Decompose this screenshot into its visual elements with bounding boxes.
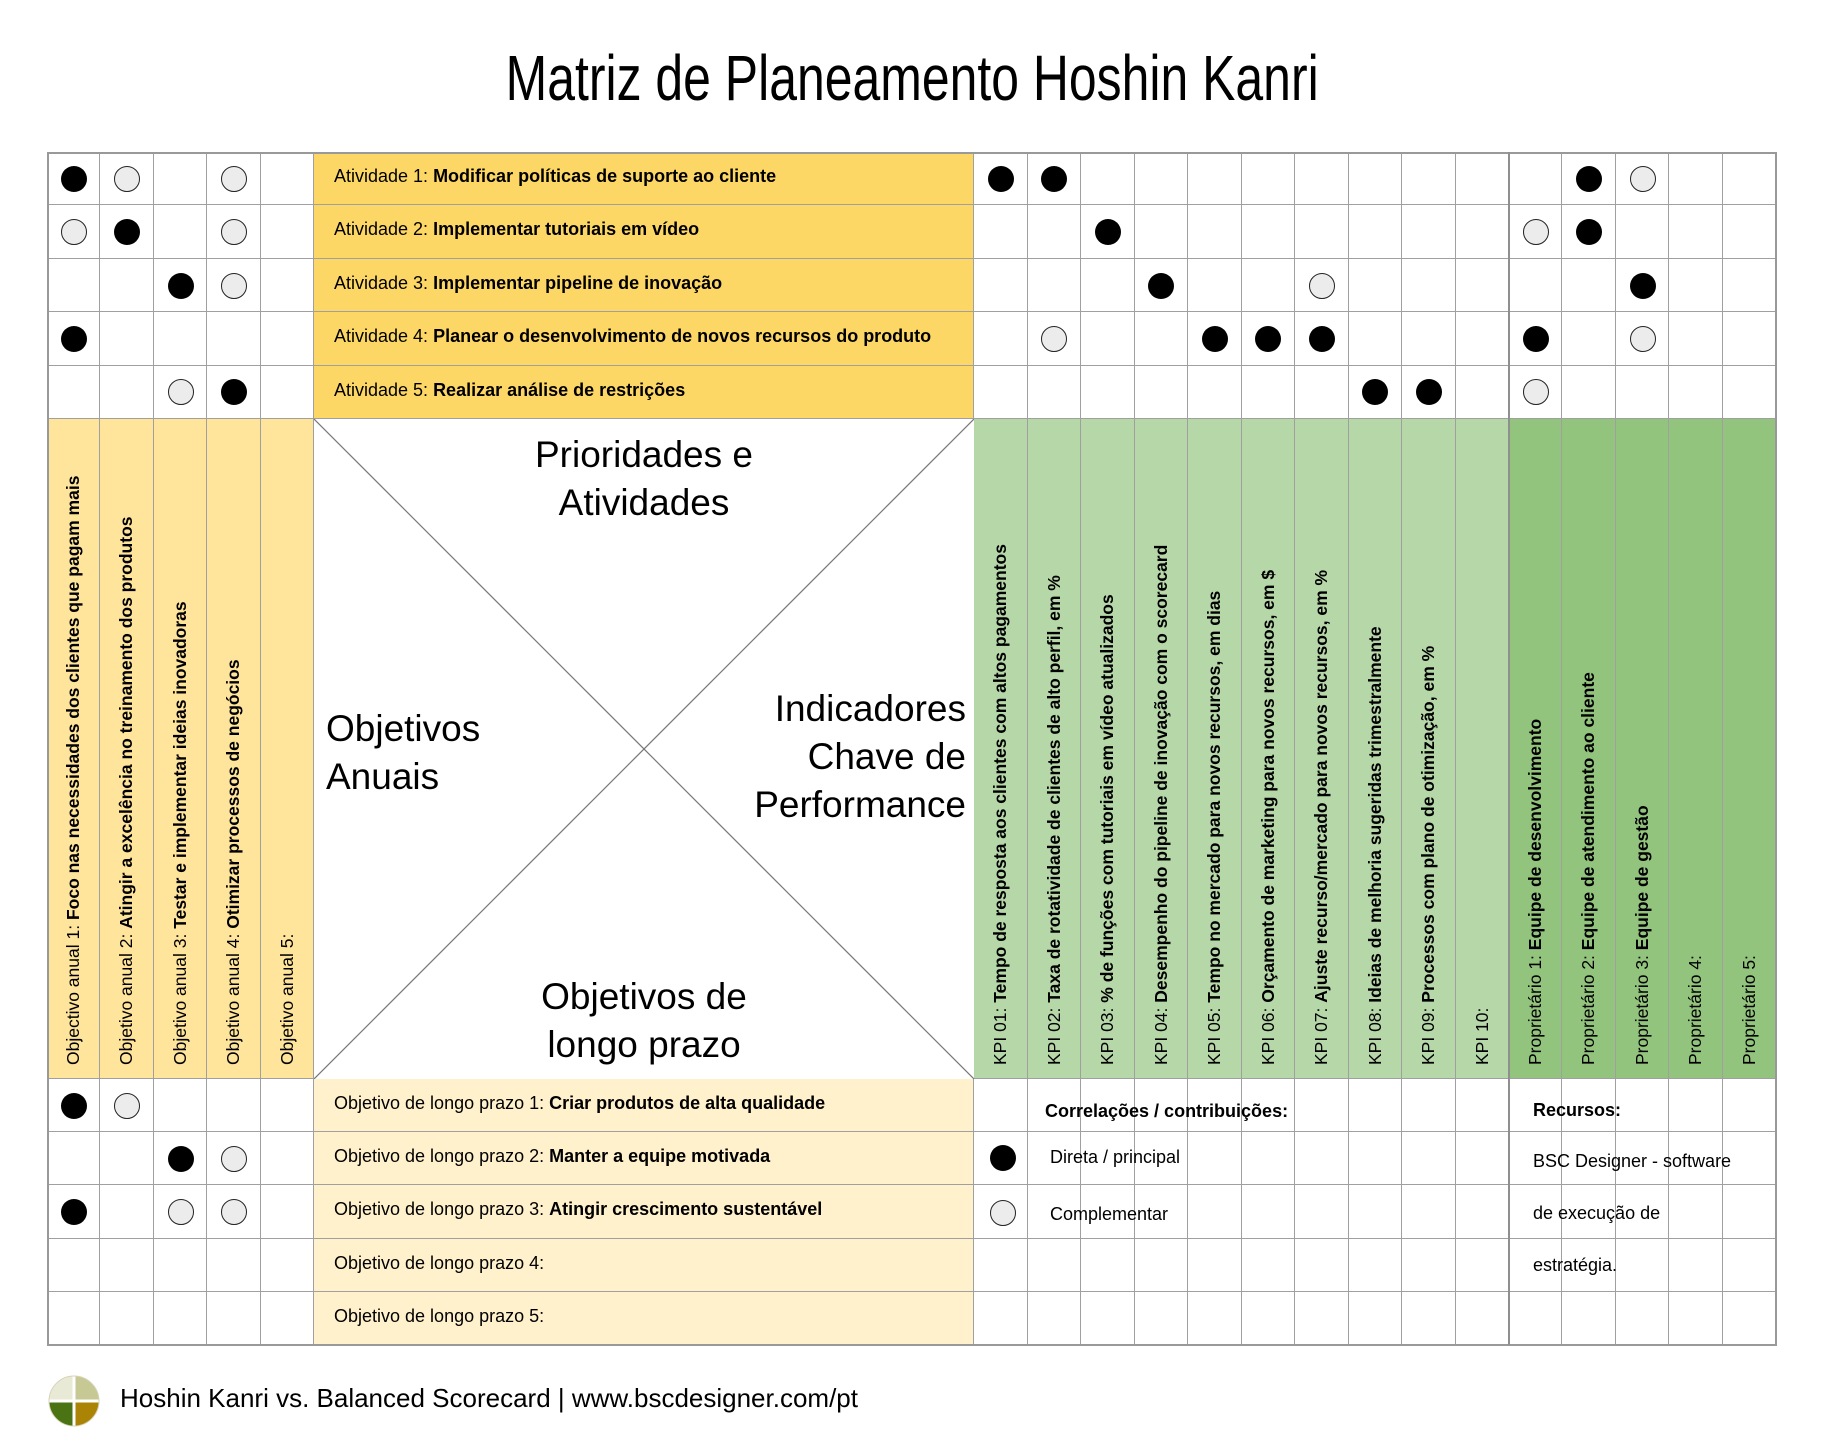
activity-owner-cell — [1562, 259, 1615, 312]
activity-4-kpi-2-complementary-dot-icon — [1041, 326, 1067, 352]
label-text: Orçamento de marketing para novos recursos, em $ — [1257, 569, 1278, 1003]
longterm-kpi-cell — [1135, 1292, 1189, 1345]
longterm-kpi-cell — [1135, 1239, 1189, 1292]
longterm-owner-cell — [1669, 1079, 1722, 1132]
activity-kpi-cell — [1456, 366, 1510, 419]
activity-kpi-cell — [1028, 259, 1082, 312]
activity-kpi-cell — [1242, 152, 1296, 205]
label-text: Implementar pipeline de inovação — [433, 272, 723, 293]
longterm-annual-cell — [47, 1292, 100, 1345]
label-prefix: Proprietário 3: — [1631, 950, 1652, 1065]
label-prefix: Objetivo de longo prazo 3: — [334, 1199, 550, 1220]
activity-kpi-cell — [1349, 205, 1403, 258]
activity-owner-cell — [1723, 259, 1776, 312]
longterm-kpi-cell — [1242, 1292, 1296, 1345]
longterm-kpi-cell — [1402, 1239, 1456, 1292]
longterm-owner-cell — [1669, 1292, 1722, 1345]
quadrant-left-line-2: Anuais — [326, 756, 440, 797]
activity-annual-cell — [154, 205, 207, 258]
owner-label — [1685, 955, 1705, 1065]
label-prefix: KPI 08: — [1364, 1002, 1385, 1065]
longterm-kpi-cell — [1028, 1292, 1082, 1345]
kpi-column — [1456, 419, 1510, 1079]
longterm-annual-cell — [47, 1239, 100, 1292]
activity-owner-cell — [1616, 205, 1669, 258]
activity-kpi-cell — [1349, 312, 1403, 365]
quadrant-right-label — [754, 685, 966, 829]
label-prefix: Objetivo anual 5: — [276, 933, 297, 1065]
activity-4-kpi-7-direct-dot-icon — [1309, 326, 1335, 352]
activity-annual-cell — [261, 259, 314, 312]
longterm-kpi-cell — [1295, 1292, 1349, 1345]
activity-kpi-cell — [1402, 312, 1456, 365]
activity-kpi-cell — [1081, 259, 1135, 312]
activity-kpi-cell — [1135, 152, 1189, 205]
annual-objective-label — [223, 659, 243, 1065]
longterm-annual-cell — [261, 1185, 314, 1238]
kpi-label — [1097, 594, 1117, 1065]
legend-title: Correlações / contribuições: — [1045, 1101, 1289, 1121]
longterm-1-annual-1-direct-dot-icon — [61, 1093, 87, 1119]
activity-5-kpi-9-direct-dot-icon — [1416, 379, 1442, 405]
activity-kpi-cell — [974, 205, 1028, 258]
longterm-kpi-cell — [1295, 1185, 1349, 1238]
activity-5-annual-3-complementary-dot-icon — [168, 379, 194, 405]
activity-owner-cell — [1509, 259, 1562, 312]
label-prefix: KPI 07: — [1311, 1002, 1331, 1065]
owner-section-divider — [1508, 152, 1510, 1345]
label-text: Tempo de resposta aos clientes com altos pagamentos — [990, 544, 1010, 1003]
activity-kpi-cell — [1349, 152, 1403, 205]
page-title-text: Matriz de Planeamento Hoshin Kanri — [505, 42, 1319, 114]
label-text: Equipe de atendimento ao cliente — [1578, 672, 1599, 951]
quadrant-left-label — [326, 705, 480, 801]
longterm-owner-cell — [1616, 1079, 1669, 1132]
label-text: Planear o desenvolvimento de novos recursos do produto — [433, 326, 932, 347]
activity-1-annual-2-complementary-dot-icon — [114, 166, 140, 192]
activity-annual-cell — [261, 205, 314, 258]
quadrant-top-line-2: Atividades — [558, 482, 730, 523]
longterm-kpi-cell — [1402, 1079, 1456, 1132]
longterm-annual-cell — [261, 1239, 314, 1292]
activity-kpi-cell — [1295, 152, 1349, 205]
label-prefix: Objetivo de longo prazo 5: — [334, 1305, 545, 1326]
activity-kpi-cell — [1135, 366, 1189, 419]
activity-owner-cell — [1669, 152, 1722, 205]
activity-label — [334, 380, 685, 400]
longterm-owner-cell — [1562, 1292, 1615, 1345]
annual-objective-label — [116, 517, 136, 1066]
activity-annual-cell — [207, 312, 260, 365]
activity-owner-cell — [1723, 152, 1776, 205]
activity-5-owner-1-complementary-dot-icon — [1523, 379, 1549, 405]
activity-kpi-cell — [1028, 366, 1082, 419]
activity-4-owner-1-direct-dot-icon — [1523, 326, 1549, 352]
activity-2-annual-4-complementary-dot-icon — [221, 219, 247, 245]
activity-kpi-cell — [1081, 366, 1135, 419]
activity-3-annual-4-complementary-dot-icon — [221, 273, 247, 299]
label-prefix: Proprietário 2: — [1578, 950, 1599, 1065]
activity-kpi-cell — [1456, 312, 1510, 365]
resources-line-1: BSC Designer - software — [1533, 1151, 1732, 1171]
activity-3-kpi-7-complementary-dot-icon — [1309, 273, 1335, 299]
annual-objective-label — [277, 934, 297, 1065]
activity-2-annual-2-direct-dot-icon — [114, 219, 140, 245]
longterm-2-annual-3-direct-dot-icon — [168, 1146, 194, 1172]
longterm-kpi-cell — [974, 1292, 1028, 1345]
longterm-kpi-cell — [1349, 1185, 1403, 1238]
label-prefix: Objetivo de longo prazo 1: — [334, 1093, 550, 1113]
activity-4-owner-3-complementary-dot-icon — [1630, 326, 1656, 352]
label-text: Equipe de gestão — [1631, 805, 1652, 951]
label-prefix: Proprietário 1: — [1525, 950, 1545, 1065]
activity-kpi-cell — [1028, 205, 1082, 258]
annual-objective-label — [170, 601, 190, 1065]
longterm-annual-cell — [154, 1239, 207, 1292]
longterm-kpi-cell — [1188, 1185, 1242, 1238]
longterm-annual-cell — [261, 1132, 314, 1185]
label-text: Tempo no mercado para novos recursos, em dias — [1204, 590, 1224, 1003]
longterm-kpi-cell — [1295, 1239, 1349, 1292]
activity-kpi-cell — [1456, 259, 1510, 312]
footer-text: Hoshin Kanri vs. Balanced Scorecard | www.bscdesigner.com/pt — [120, 1383, 858, 1413]
activity-annual-cell — [100, 312, 153, 365]
longterm-kpi-cell — [1456, 1239, 1510, 1292]
label-text: Processos com plano de otimização, em % — [1418, 645, 1438, 1003]
activity-annual-cell — [100, 366, 153, 419]
label-text: Ajuste recurso/mercado para novos recursos, em % — [1311, 569, 1331, 1003]
activity-owner-cell — [1723, 312, 1776, 365]
longterm-annual-cell — [100, 1239, 153, 1292]
activity-kpi-cell — [1081, 312, 1135, 365]
label-text: Desempenho do pipeline de inovação com o scorecard — [1150, 544, 1171, 1003]
label-prefix: Atividade 4: — [334, 326, 434, 347]
activity-3-kpi-4-direct-dot-icon — [1148, 273, 1174, 299]
longterm-kpi-cell — [1081, 1239, 1135, 1292]
longterm-annual-cell — [261, 1292, 314, 1345]
label-prefix: Objetivo anual 4: — [223, 928, 244, 1065]
label-prefix: KPI 05: — [1204, 1002, 1224, 1065]
longterm-kpi-cell — [1456, 1079, 1510, 1132]
longterm-kpi-cell — [974, 1239, 1028, 1292]
longterm-owner-cell — [1723, 1239, 1776, 1292]
activity-1-kpi-2-direct-dot-icon — [1041, 166, 1067, 192]
longterm-annual-cell — [207, 1292, 260, 1345]
longterm-kpi-cell — [1349, 1292, 1403, 1345]
activity-kpi-cell — [1456, 205, 1510, 258]
longterm-annual-cell — [207, 1239, 260, 1292]
longterm-kpi-cell — [1456, 1292, 1510, 1345]
quadrant-bottom-line-1: Objetivos de — [541, 976, 747, 1017]
kpi-label — [990, 544, 1010, 1065]
activity-label — [334, 219, 699, 239]
longterm-2-annual-4-complementary-dot-icon — [221, 1146, 247, 1172]
label-prefix: KPI 03: — [1097, 1002, 1117, 1065]
quadrant-top-label — [314, 431, 974, 527]
owner-label — [1632, 805, 1652, 1065]
activity-4-kpi-6-direct-dot-icon — [1255, 326, 1281, 352]
center-x-diagram — [314, 419, 974, 1079]
quadrant-top-line-1: Prioridades e — [534, 434, 753, 475]
activity-owner-cell — [1562, 312, 1615, 365]
activity-annual-cell — [47, 366, 100, 419]
longterm-owner-cell — [1723, 1079, 1776, 1132]
label-text: Realizar análise de restrições — [433, 379, 686, 400]
kpi-label — [1365, 626, 1385, 1065]
activity-annual-cell — [154, 312, 207, 365]
quadrant-bottom-label — [314, 973, 974, 1069]
owner-label — [1739, 955, 1759, 1065]
longterm-objective-label — [334, 1146, 770, 1166]
label-prefix: Atividade 2: — [334, 219, 434, 240]
activity-annual-cell — [261, 366, 314, 419]
activity-owner-cell — [1723, 205, 1776, 258]
label-text: Foco nas necessidades dos clientes que pagam mais — [63, 475, 83, 921]
label-prefix: KPI 10: — [1471, 1007, 1492, 1065]
bsc-designer-logo-icon — [48, 1375, 100, 1427]
activity-kpi-cell — [1188, 205, 1242, 258]
resources-line-3: estratégia. — [1533, 1255, 1618, 1275]
longterm-kpi-cell — [1402, 1185, 1456, 1238]
longterm-kpi-cell — [1081, 1292, 1135, 1345]
activity-2-owner-2-direct-dot-icon — [1576, 219, 1602, 245]
longterm-objective-label — [334, 1253, 544, 1273]
activity-kpi-cell — [1242, 366, 1296, 419]
legend-direct-label: Direta / principal — [1050, 1147, 1181, 1167]
activity-annual-cell — [261, 312, 314, 365]
longterm-3-annual-1-direct-dot-icon — [61, 1199, 87, 1225]
activity-kpi-cell — [1135, 205, 1189, 258]
activity-1-kpi-1-direct-dot-icon — [988, 166, 1014, 192]
label-prefix: KPI 09: — [1418, 1002, 1438, 1065]
longterm-kpi-cell — [1028, 1239, 1082, 1292]
longterm-owner-cell — [1669, 1185, 1722, 1238]
longterm-owner-cell — [1616, 1239, 1669, 1292]
kpi-label — [1418, 646, 1438, 1065]
activity-1-annual-1-direct-dot-icon — [61, 166, 87, 192]
activity-kpi-cell — [1456, 152, 1510, 205]
activity-kpi-cell — [1081, 152, 1135, 205]
longterm-objective-label — [334, 1306, 544, 1326]
owner-label — [1578, 672, 1598, 1065]
activity-kpi-cell — [1242, 205, 1296, 258]
label-prefix: Objetivo de longo prazo 4: — [334, 1252, 545, 1273]
label-text: Taxa de rotatividade de clientes de alto perfil, em % — [1043, 575, 1064, 1003]
longterm-annual-cell — [154, 1079, 207, 1132]
longterm-1-annual-2-complementary-dot-icon — [114, 1093, 140, 1119]
label-prefix: Proprietário 5: — [1738, 955, 1759, 1065]
activity-kpi-cell — [1188, 152, 1242, 205]
longterm-annual-cell — [100, 1185, 153, 1238]
longterm-owner-cell — [1723, 1185, 1776, 1238]
longterm-annual-cell — [207, 1079, 260, 1132]
activity-kpi-cell — [1402, 152, 1456, 205]
longterm-kpi-cell — [1402, 1292, 1456, 1345]
activity-owner-cell — [1669, 205, 1722, 258]
label-text: Ideias de melhoria sugeridas trimestralmente — [1364, 626, 1385, 1003]
legend-complementary-dot-icon — [990, 1200, 1016, 1226]
activity-kpi-cell — [1402, 205, 1456, 258]
activity-kpi-cell — [1135, 312, 1189, 365]
longterm-annual-cell — [154, 1292, 207, 1345]
label-prefix: Proprietário 4: — [1685, 955, 1706, 1065]
kpi-label — [1151, 545, 1171, 1065]
activity-label — [334, 326, 931, 346]
activity-5-annual-4-direct-dot-icon — [221, 379, 247, 405]
label-prefix: Atividade 3: — [334, 272, 434, 293]
label-text: Manter a equipe motivada — [549, 1146, 771, 1167]
activity-2-kpi-3-direct-dot-icon — [1095, 219, 1121, 245]
legend-complementary-label: Complementar — [1050, 1204, 1169, 1224]
activity-1-owner-2-direct-dot-icon — [1576, 166, 1602, 192]
quadrant-right-line-2: Chave de — [807, 736, 966, 777]
longterm-kpi-cell — [1242, 1185, 1296, 1238]
longterm-kpi-cell — [1242, 1239, 1296, 1292]
longterm-kpi-cell — [1295, 1132, 1349, 1185]
activity-annual-cell — [154, 152, 207, 205]
longterm-kpi-cell — [1456, 1185, 1510, 1238]
label-text: Atingir a excelência no treinamento dos produtos — [116, 516, 137, 929]
label-text: Otimizar processos de negócios — [223, 659, 244, 929]
longterm-objective-label — [334, 1199, 822, 1219]
quadrant-left-line-1: Objetivos — [326, 708, 481, 749]
label-text: Equipe de desenvolvimento — [1525, 718, 1545, 951]
label-prefix: Atividade 5: — [334, 379, 434, 400]
longterm-objective-label — [334, 1093, 825, 1113]
activity-3-owner-3-direct-dot-icon — [1630, 273, 1656, 299]
longterm-annual-cell — [100, 1132, 153, 1185]
label-prefix: Objetivo de longo prazo 2: — [334, 1146, 550, 1167]
label-prefix: Objetivo anual 3: — [169, 928, 190, 1065]
label-text: Implementar tutoriais em vídeo — [433, 219, 700, 240]
activity-kpi-cell — [1349, 259, 1403, 312]
resources-line-2: de execução de — [1533, 1203, 1661, 1223]
longterm-kpi-cell — [1456, 1132, 1510, 1185]
annual-objective-label — [63, 476, 83, 1065]
kpi-label — [1311, 570, 1331, 1065]
longterm-kpi-cell — [1349, 1239, 1403, 1292]
activity-2-owner-1-complementary-dot-icon — [1523, 219, 1549, 245]
activity-2-annual-1-complementary-dot-icon — [61, 219, 87, 245]
longterm-kpi-cell — [974, 1079, 1028, 1132]
longterm-kpi-cell — [1188, 1132, 1242, 1185]
longterm-kpi-cell — [1402, 1132, 1456, 1185]
label-text: % de funções com tutoriais em vídeo atualizados — [1097, 594, 1117, 1003]
activity-label — [334, 166, 776, 186]
activity-annual-cell — [47, 259, 100, 312]
activity-owner-cell — [1509, 152, 1562, 205]
longterm-kpi-cell — [1188, 1239, 1242, 1292]
label-text: Testar e implementar ideias inovadoras — [169, 601, 190, 929]
label-text: Modificar políticas de suporte ao cliente — [433, 166, 777, 186]
longterm-kpi-cell — [1295, 1079, 1349, 1132]
longterm-owner-cell — [1509, 1292, 1562, 1345]
activity-kpi-cell — [1188, 366, 1242, 419]
longterm-kpi-cell — [1349, 1132, 1403, 1185]
label-prefix: Objetivo anual 2: — [116, 928, 137, 1065]
longterm-annual-cell — [100, 1292, 153, 1345]
activity-owner-cell — [1723, 366, 1776, 419]
activity-kpi-cell — [974, 259, 1028, 312]
activity-1-owner-3-complementary-dot-icon — [1630, 166, 1656, 192]
longterm-3-annual-3-complementary-dot-icon — [168, 1199, 194, 1225]
longterm-kpi-cell — [1188, 1292, 1242, 1345]
activity-owner-cell — [1669, 312, 1722, 365]
label-prefix: KPI 06: — [1257, 1002, 1278, 1065]
activity-kpi-cell — [974, 312, 1028, 365]
longterm-kpi-cell — [1242, 1132, 1296, 1185]
activity-kpi-cell — [1188, 259, 1242, 312]
activity-4-annual-1-direct-dot-icon — [61, 326, 87, 352]
label-prefix: KPI 04: — [1150, 1002, 1171, 1065]
label-prefix: KPI 02: — [1043, 1002, 1064, 1065]
legend-direct-dot-icon — [990, 1145, 1016, 1171]
label-prefix: Objectivo anual 1: — [63, 920, 83, 1065]
label-prefix: Atividade 1: — [334, 166, 434, 186]
longterm-kpi-cell — [1349, 1079, 1403, 1132]
kpi-label — [1044, 575, 1064, 1065]
activity-kpi-cell — [1402, 259, 1456, 312]
quadrant-bottom-line-2: longo prazo — [547, 1024, 741, 1065]
activity-owner-cell — [1669, 259, 1722, 312]
longterm-annual-cell — [47, 1132, 100, 1185]
activity-owner-cell — [1562, 366, 1615, 419]
activity-annual-cell — [100, 259, 153, 312]
activity-annual-cell — [261, 152, 314, 205]
label-text: Criar produtos de alta qualidade — [549, 1093, 826, 1113]
activity-kpi-cell — [1242, 259, 1296, 312]
quadrant-right-line-3: Performance — [754, 784, 966, 825]
label-text: Atingir crescimento sustentável — [549, 1199, 823, 1220]
activity-1-annual-4-complementary-dot-icon — [221, 166, 247, 192]
activity-4-kpi-5-direct-dot-icon — [1202, 326, 1228, 352]
activity-kpi-cell — [974, 366, 1028, 419]
activity-kpi-cell — [1295, 366, 1349, 419]
longterm-owner-cell — [1669, 1239, 1722, 1292]
activity-kpi-cell — [1295, 205, 1349, 258]
label-prefix: KPI 01: — [990, 1002, 1010, 1065]
longterm-3-annual-4-complementary-dot-icon — [221, 1199, 247, 1225]
longterm-owner-cell — [1723, 1292, 1776, 1345]
activity-label — [334, 273, 722, 293]
activity-3-annual-3-direct-dot-icon — [168, 273, 194, 299]
owner-label — [1525, 719, 1545, 1065]
kpi-label — [1258, 570, 1278, 1065]
kpi-label — [1204, 591, 1224, 1065]
activity-owner-cell — [1669, 366, 1722, 419]
longterm-annual-cell — [261, 1079, 314, 1132]
resources-title: Recursos: — [1533, 1100, 1622, 1120]
longterm-owner-cell — [1616, 1292, 1669, 1345]
kpi-label — [1472, 1008, 1492, 1065]
quadrant-right-line-1: Indicadores — [774, 688, 966, 729]
activity-owner-cell — [1616, 366, 1669, 419]
